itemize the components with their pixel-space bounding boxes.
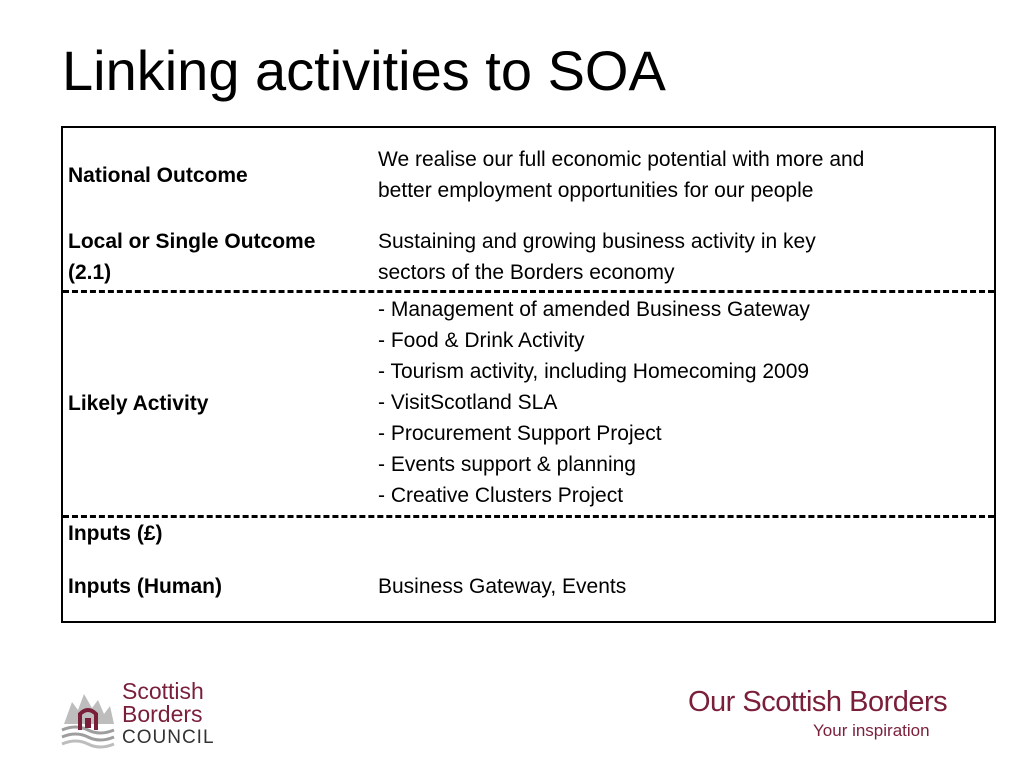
local-outcome-line: sectors of the Borders economy <box>378 261 675 284</box>
activity-item: - Management of amended Business Gateway <box>378 298 810 321</box>
activity-item: - Procurement Support Project <box>378 422 662 445</box>
logo-left-line2: Borders <box>122 701 203 727</box>
logo-right-tagline: Your inspiration <box>813 721 930 740</box>
national-outcome-value <box>378 144 984 206</box>
inputs-money-label: Inputs (£) <box>68 522 163 545</box>
logo-left-line1: Scottish <box>122 678 204 704</box>
national-outcome-line: We realise our full economic potential with more and <box>378 148 865 171</box>
activity-item: - Tourism activity, including Homecoming 2009 <box>378 360 810 383</box>
likely-activity-list <box>378 294 984 511</box>
our-scottish-borders-logo <box>688 688 963 744</box>
national-outcome-line: better employment opportunities for our people <box>378 179 814 202</box>
activity-item: - Events support & planning <box>378 453 636 476</box>
activity-item: - VisitScotland SLA <box>378 391 558 414</box>
logo-left-line3: COUNCIL <box>122 727 215 748</box>
likely-activity-label: Likely Activity <box>68 392 209 415</box>
activity-item: - Creative Clusters Project <box>378 484 624 507</box>
inputs-human-label: Inputs (Human) <box>68 575 222 598</box>
logo-right-main: Our Scottish Borders <box>688 686 948 718</box>
castle-crest-icon <box>58 684 118 750</box>
scottish-borders-council-logo <box>58 680 228 752</box>
local-outcome-label-line: Local or Single Outcome <box>68 230 316 253</box>
local-outcome-value <box>378 226 984 288</box>
activity-item: - Food & Drink Activity <box>378 329 585 352</box>
soa-table <box>61 126 996 623</box>
local-outcome-label <box>68 226 373 288</box>
inputs-human-value: Business Gateway, Events <box>378 575 627 598</box>
local-outcome-line: Sustaining and growing business activity in key <box>378 230 816 253</box>
local-outcome-label-line: (2.1) <box>68 261 112 284</box>
slide-title: Linking activities to SOA <box>62 39 666 102</box>
section-divider <box>63 290 994 293</box>
national-outcome-label: National Outcome <box>68 164 248 187</box>
